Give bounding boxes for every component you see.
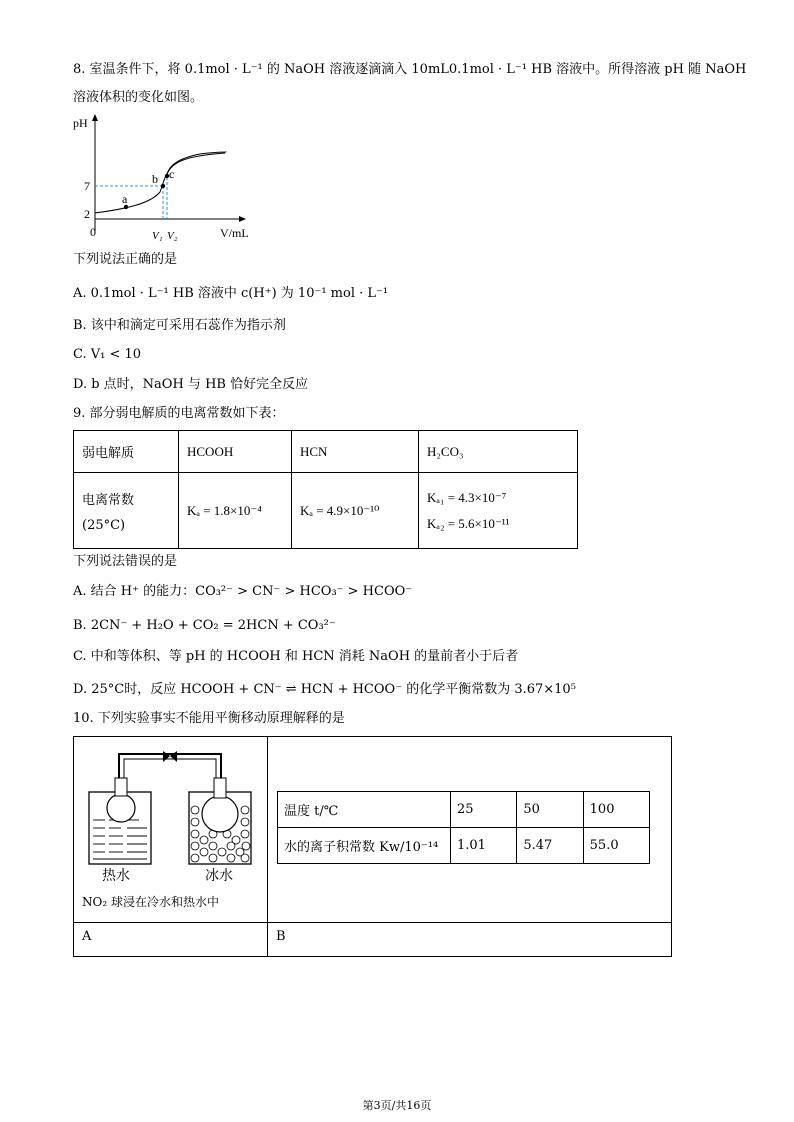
q9-option-d: D. 25°C时，反应 HCOOH + CN⁻ ⇌ HCN + HCOO⁻ 的化学平衡常数为 3.67×10⁵ (73, 682, 576, 697)
flask-caption: NO₂ 球浸在冷水和热水中 (82, 895, 219, 909)
point-a-label: a (122, 192, 128, 206)
q8-option-a: A. 0.1mol · L⁻¹ HB 溶液中 c(H⁺) 为 10⁻¹ mol · L⁻¹ (73, 286, 389, 301)
temp-header: 温度 t/℃ (278, 792, 451, 828)
kw-100: 55.0 (583, 828, 649, 864)
point-c-label: c (169, 167, 175, 181)
header-hcooh: HCOOH (179, 431, 292, 473)
left-flask (107, 794, 135, 822)
ka1-h2co3: Kₐ₁ = 4.3×10⁻⁷ (427, 489, 507, 505)
temp-50: 50 (517, 792, 583, 828)
row-label-line1: 电离常数 (82, 492, 135, 508)
x-tick-v1: V₁ (152, 230, 163, 242)
y-axis-label: pH (73, 116, 88, 130)
ph-curve (95, 152, 226, 213)
q10-stem: 10. 下列实验事实不能用平衡移动原理解释的是 (73, 711, 345, 726)
row-label (74, 473, 179, 549)
option-a-cell (74, 737, 268, 923)
x-axis-label: V/mL (220, 226, 249, 240)
right-flask (202, 796, 238, 832)
label-b: B (268, 923, 672, 957)
q10-options-table (73, 736, 672, 957)
header-hcn: HCN (292, 431, 419, 473)
q8-option-d: D. b 点时，NaOH 与 HB 恰好完全反应 (73, 377, 309, 392)
y-tick-2: 2 (84, 207, 90, 221)
clamp-icon (163, 751, 170, 762)
hot-water-label: 热水 (102, 868, 130, 884)
kw-header: 水的离子积常数 Kw/10⁻¹⁴ (278, 828, 451, 864)
ka-hcooh: Kₐ = 1.8×10⁻⁴ (179, 473, 292, 549)
q8-stem-line1: 8. 室温条件下，将 0.1mol · L⁻¹ 的 NaOH 溶液逐滴滴入 10mL0.1mol · L⁻¹ HB 溶液中。所得溶液 pH 随 NaOH (73, 62, 747, 77)
ka-hcn: Kₐ = 4.9×10⁻¹⁰ (292, 473, 419, 549)
q8-option-b: B. 该中和滴定可采用石蕊作为指示剂 (73, 318, 286, 333)
q9-stem: 9. 部分弱电解质的电离常数如下表： (73, 406, 285, 421)
row-label-line2: (25°C) (82, 517, 126, 533)
point-b-label: b (152, 172, 158, 186)
q8-option-c: C. V₁ < 10 (73, 347, 142, 362)
y-tick-7: 7 (84, 179, 90, 193)
q9-option-c: C. 中和等体积、等 pH 的 HCOOH 和 HCN 消耗 NaOH 的量前者小于后者 (73, 649, 519, 664)
header-electrolyte: 弱电解质 (74, 431, 179, 473)
header-h2co3: H₂CO₃ (419, 431, 578, 473)
option-b-cell (268, 737, 672, 923)
q9-option-b: B. 2CN⁻ + H₂O + CO₂ = 2HCN + CO₃²⁻ (73, 618, 336, 633)
label-a: A (74, 923, 268, 957)
temp-100: 100 (583, 792, 649, 828)
water-ionization-table (277, 791, 650, 864)
temp-25: 25 (451, 792, 517, 828)
kw-50: 5.47 (517, 828, 583, 864)
page-footer: 第3页/共16页 (362, 1099, 432, 1112)
point-b (161, 184, 165, 188)
x-axis-arrow (239, 216, 246, 222)
titration-curve-chart (70, 112, 270, 247)
x-tick-v2: V₂ (167, 230, 178, 242)
no2-flask-illustration (75, 742, 265, 872)
q8-stem-line2: 溶液体积的变化如图。 (73, 90, 204, 105)
q8-prompt: 下列说法正确的是 (73, 252, 178, 267)
kw-25: 1.01 (451, 828, 517, 864)
q9-option-a: A. 结合 H⁺ 的能力：CO₃²⁻ > CN⁻ > HCO₃⁻ > HCOO⁻ (73, 584, 413, 599)
ionization-constants-table (73, 430, 578, 549)
origin-label: 0 (90, 225, 96, 239)
ka2-h2co3: Kₐ₂ = 5.6×10⁻¹¹ (427, 515, 510, 531)
q9-prompt: 下列说法错误的是 (73, 554, 178, 569)
ice-water-label: 冰水 (205, 868, 233, 884)
y-axis-arrow (92, 114, 98, 121)
ka-h2co3 (419, 473, 578, 549)
